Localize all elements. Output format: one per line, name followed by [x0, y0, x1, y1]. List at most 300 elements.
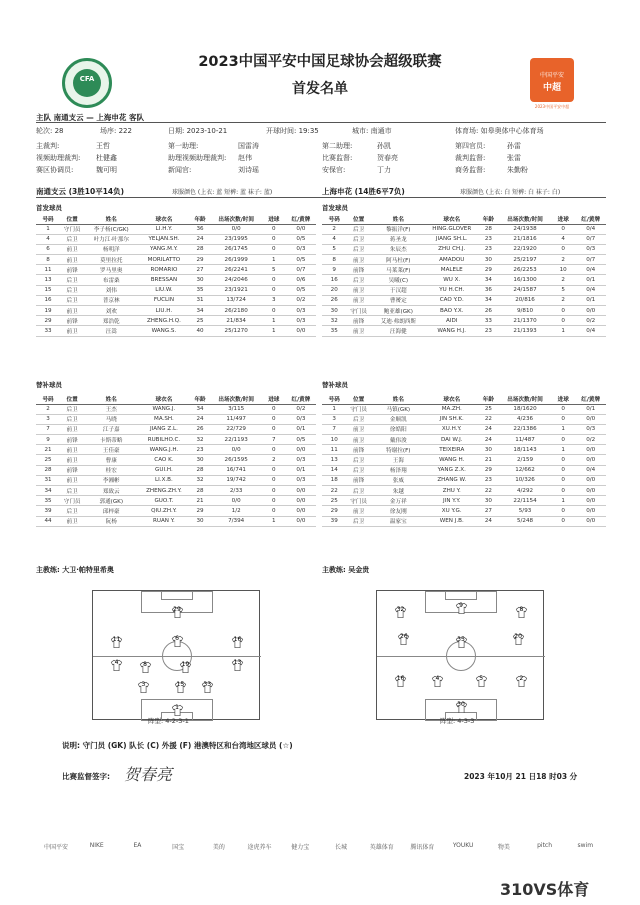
table-cell: 34: [478, 275, 499, 285]
column-header: 球衣名: [138, 394, 189, 404]
column-header: 球衣名: [426, 214, 478, 224]
table-header-row: [36, 394, 316, 404]
table-cell: 34: [190, 306, 211, 316]
table-cell: 22/1154: [499, 496, 551, 506]
table-cell: 杨明洋: [84, 244, 138, 254]
table-cell: 0/4: [575, 265, 606, 275]
player-number: 2: [519, 674, 524, 682]
table-cell: 2: [551, 295, 575, 305]
table-cell: 布雷桑: [84, 275, 138, 285]
column-header: 位置: [60, 394, 84, 404]
table-cell: JIANG SH.L.: [426, 234, 478, 244]
table-cell: 0/0: [575, 506, 606, 516]
table-cell: AIDI: [426, 316, 478, 326]
table-cell: 前锋: [346, 475, 370, 485]
player-number: 13: [233, 659, 242, 667]
table-cell: 44: [36, 516, 60, 526]
table-cell: 0/3: [286, 316, 316, 326]
player-number: 6: [175, 634, 179, 642]
stadium: 体育场: 如皋奥体中心体育场: [455, 127, 544, 135]
official-label: 裁判监督:: [455, 154, 486, 162]
table-cell: FUCLIN: [138, 295, 189, 305]
table-cell: 于汉超: [371, 285, 426, 295]
table-cell: 4/236: [499, 414, 551, 424]
table-cell: 郑致云: [84, 486, 138, 496]
table-cell: HING.GLOVER: [426, 224, 478, 234]
player-number: 1: [175, 703, 179, 711]
table-cell: DAI W.J.: [426, 435, 478, 445]
table-cell: 11/487: [499, 435, 551, 445]
table-cell: 23: [478, 475, 499, 485]
table-cell: 马莱莱(F): [371, 265, 426, 275]
table-cell: 0/0: [575, 455, 606, 465]
player-number: 35: [457, 635, 465, 643]
table-cell: 0: [551, 414, 575, 424]
column-header: 红/黄牌: [575, 214, 606, 224]
official-label: 助理视频助理裁判:: [168, 154, 227, 162]
table-cell: 前卫: [346, 295, 370, 305]
table-cell: 0: [262, 424, 286, 434]
table-cell: 0: [551, 244, 575, 254]
table-cell: 0/3: [575, 244, 606, 254]
table-cell: 后卫: [60, 285, 84, 295]
table-cell: 29: [36, 316, 60, 326]
table-cell: 桂宏: [84, 465, 138, 475]
away-subs-label: 替补球员: [322, 381, 348, 389]
table-cell: 王佳豪: [84, 445, 138, 455]
table-cell: 守门员: [346, 306, 370, 316]
table-cell: 28: [190, 486, 211, 496]
table-header-row: [322, 214, 606, 224]
table-cell: 22: [478, 486, 499, 496]
away-formation: 阵型: 4-3-3: [440, 717, 475, 725]
table-row: [36, 404, 316, 414]
cfa-logo: CFA: [62, 58, 112, 108]
signature-datetime: 2023 年10月 21 日18 时03 分: [464, 772, 578, 781]
table-cell: 7: [262, 435, 286, 445]
table-cell: 29: [478, 465, 499, 475]
table-cell: 16/1300: [499, 275, 551, 285]
away-kit: 球服颜色 (上衣: 白 短裤: 白 袜子: 白): [460, 189, 561, 196]
table-cell: 前卫: [60, 475, 84, 485]
column-header: 年龄: [190, 214, 211, 224]
table-cell: 36: [478, 285, 499, 295]
table-cell: 0: [551, 455, 575, 465]
player-jersey-icon: [397, 631, 410, 644]
table-cell: 29: [478, 265, 499, 275]
table-cell: 0: [551, 506, 575, 516]
table-cell: 18/1620: [499, 404, 551, 414]
table-cell: 0: [551, 435, 575, 445]
table-cell: LIU.H.: [138, 306, 189, 316]
player-number: 8: [143, 660, 147, 668]
column-header: 姓名: [371, 214, 426, 224]
official-value: 孙凯: [377, 142, 391, 150]
column-header: 红/黄牌: [575, 394, 606, 404]
table-cell: BRESSAN: [138, 275, 189, 285]
table-cell: MORILATTO: [138, 255, 189, 265]
table-cell: 前锋: [60, 265, 84, 275]
table-cell: 后卫: [346, 234, 370, 244]
table-cell: 江子嘉: [84, 424, 138, 434]
table-cell: 前锋: [60, 435, 84, 445]
table-cell: 金顺凯: [371, 414, 426, 424]
table-cell: 汪海健: [371, 326, 426, 336]
table-cell: 0: [551, 306, 575, 316]
table-cell: 0/0: [575, 414, 606, 424]
table-cell: 21/834: [211, 316, 262, 326]
table-cell: 39: [322, 516, 346, 526]
table-cell: 0: [262, 404, 286, 414]
table-cell: 4: [36, 234, 60, 244]
sponsor-logo: pitch: [537, 842, 553, 849]
table-cell: 29: [190, 255, 211, 265]
signature-label: 比赛监督签字:: [62, 772, 110, 781]
table-cell: 1: [262, 326, 286, 336]
column-header: 位置: [346, 214, 370, 224]
table-row: [322, 326, 606, 336]
table-cell: 前卫: [60, 244, 84, 254]
table-cell: 22: [478, 414, 499, 424]
table-cell: 前卫: [346, 285, 370, 295]
table-cell: 35: [190, 285, 211, 295]
table-row: [36, 244, 316, 254]
table-cell: 后卫: [346, 465, 370, 475]
table-cell: 0/7: [575, 234, 606, 244]
table-cell: 35: [36, 496, 60, 506]
table-cell: 26/2180: [211, 306, 262, 316]
table-cell: 朱越: [371, 486, 426, 496]
column-header: 位置: [60, 214, 84, 224]
table-cell: 罗马里奥: [84, 265, 138, 275]
table-cell: 34: [36, 486, 60, 496]
player-jersey-icon: [515, 673, 528, 686]
table-cell: 26/2241: [211, 265, 262, 275]
table-cell: 前卫: [60, 455, 84, 465]
column-header: 号码: [322, 214, 346, 224]
table-cell: 26: [322, 295, 346, 305]
player-jersey-icon: [475, 673, 488, 686]
away-starters-table: [322, 214, 606, 337]
table-cell: 后卫: [346, 414, 370, 424]
table-row: [322, 244, 606, 254]
sponsor-logo: EA: [133, 842, 142, 849]
table-cell: 23/1995: [211, 234, 262, 244]
table-cell: 26/1745: [211, 244, 262, 254]
table-cell: 0/0: [575, 516, 606, 526]
official-value: 朱勤粉: [507, 166, 528, 174]
table-row: [36, 465, 316, 475]
table-cell: 0: [262, 486, 286, 496]
table-cell: 21: [36, 445, 60, 455]
table-cell: 0/7: [286, 265, 316, 275]
table-cell: 22/729: [211, 424, 262, 434]
table-cell: 7: [322, 424, 346, 434]
table-row: [36, 326, 316, 336]
player-jersey-icon: [171, 702, 184, 715]
table-cell: 23: [478, 234, 499, 244]
home-formation-pitch: [92, 590, 260, 720]
column-header: 球衣名: [138, 214, 189, 224]
table-cell: 5: [551, 285, 575, 295]
table-cell: 曹赟定: [371, 295, 426, 305]
table-cell: 0: [551, 486, 575, 496]
table-cell: 后卫: [346, 455, 370, 465]
table-cell: 朱辰杰: [371, 244, 426, 254]
table-cell: XU.H.Y.: [426, 424, 478, 434]
table-cell: 29: [190, 506, 211, 516]
table-cell: XU Y.G.: [426, 506, 478, 516]
table-cell: 0/3: [286, 455, 316, 465]
player-jersey-icon: [455, 600, 468, 613]
player-jersey-icon: [231, 634, 244, 647]
table-cell: 后卫: [60, 295, 84, 305]
player-jersey-icon: [171, 604, 184, 617]
table-cell: 1: [262, 255, 286, 265]
table-cell: 23: [190, 445, 211, 455]
official-label: 主裁判:: [36, 142, 60, 150]
column-header: 进球: [262, 214, 286, 224]
table-row: [322, 224, 606, 234]
official-label: 视频助理裁判:: [36, 154, 81, 162]
column-header: 进球: [262, 394, 286, 404]
table-cell: 后卫: [60, 486, 84, 496]
table-cell: 前卫: [60, 306, 84, 316]
table-cell: 26/2253: [499, 265, 551, 275]
table-row: [36, 496, 316, 506]
table-cell: GUI.H.: [138, 465, 189, 475]
table-cell: 0/0: [575, 306, 606, 316]
table-cell: 郑浩乾: [84, 316, 138, 326]
table-cell: 13: [36, 275, 60, 285]
player-number: 33: [203, 681, 212, 689]
table-cell: 18: [322, 475, 346, 485]
player-jersey-icon: [431, 673, 444, 686]
table-cell: 马晓: [84, 414, 138, 424]
table-cell: BAO Y.X.: [426, 306, 478, 316]
table-row: [322, 306, 606, 316]
table-cell: 40: [190, 326, 211, 336]
table-cell: 刘伟: [84, 285, 138, 295]
table-cell: 阮杨: [84, 516, 138, 526]
sponsor-logo: 中国平安: [43, 844, 68, 851]
table-cell: 9: [322, 265, 346, 275]
player-number: 16: [233, 635, 242, 643]
table-cell: 0: [262, 506, 286, 516]
table-cell: WANG.J.H.: [138, 445, 189, 455]
table-cell: 30: [190, 275, 211, 285]
table-cell: 0/0: [286, 516, 316, 526]
table-cell: ROMARIO: [138, 265, 189, 275]
table-row: [36, 475, 316, 485]
table-row: [36, 455, 316, 465]
player-jersey-icon: [394, 604, 407, 617]
table-cell: 前卫: [60, 424, 84, 434]
player-jersey-icon: [515, 604, 528, 617]
table-cell: 2: [322, 224, 346, 234]
table-cell: 24: [478, 516, 499, 526]
player-number: 32: [396, 606, 405, 613]
table-cell: 1: [262, 516, 286, 526]
table-cell: 8: [322, 255, 346, 265]
table-cell: 前卫: [346, 424, 370, 434]
table-cell: 26/1595: [211, 455, 262, 465]
table-cell: 34: [478, 295, 499, 305]
table-cell: 前卫: [60, 516, 84, 526]
official-label: 第四官员:: [455, 142, 486, 150]
table-cell: LI.X.B.: [138, 475, 189, 485]
table-cell: 鲍亚雄(GK): [371, 306, 426, 316]
column-header: 球衣名: [426, 394, 478, 404]
document-subtitle: 首发名单: [292, 81, 348, 97]
column-header: 姓名: [84, 214, 138, 224]
table-row: [36, 285, 316, 295]
column-header: 年龄: [190, 394, 211, 404]
table-cell: 李子杨(C/GK): [84, 224, 138, 234]
table-cell: 0/1: [575, 295, 606, 305]
table-cell: 0/2: [286, 404, 316, 414]
table-cell: MALELE: [426, 265, 478, 275]
table-header-row: [36, 214, 316, 224]
table-cell: 28: [190, 244, 211, 254]
table-cell: 0: [262, 285, 286, 295]
home-formation: 阵型: 4-2-3-1: [148, 717, 189, 725]
table-cell: ZHENG.H.Q.: [138, 316, 189, 326]
sponsor-logo: YOUKU: [452, 842, 474, 849]
table-row: [322, 285, 606, 295]
table-cell: 0/1: [575, 404, 606, 414]
table-cell: 后卫: [346, 275, 370, 285]
column-header: 出场次数/时间: [211, 214, 262, 224]
official-label: 比赛监督:: [322, 154, 353, 162]
table-cell: 0/5: [286, 255, 316, 265]
table-row: [322, 475, 606, 485]
player-number: 29: [173, 606, 181, 613]
sponsor-logo: 腾讯体育: [410, 844, 435, 851]
table-cell: 0/4: [575, 326, 606, 336]
table-row: [36, 435, 316, 445]
official-label: 第二助理:: [322, 142, 353, 150]
column-header: 红/黄牌: [286, 214, 316, 224]
table-row: [322, 295, 606, 305]
table-cell: 前锋: [346, 316, 370, 326]
goal-area-top: [161, 591, 193, 600]
table-cell: 0: [551, 516, 575, 526]
table-cell: 前卫: [346, 506, 370, 516]
table-cell: 11: [36, 265, 60, 275]
away-team-name: 上海申花 (14胜6平7负): [322, 187, 405, 196]
official-label: 安保官:: [322, 166, 346, 174]
table-cell: 2/159: [499, 455, 551, 465]
table-cell: 后卫: [60, 506, 84, 516]
document-title: 2023中国平安中国足球协会超级联赛: [198, 54, 442, 70]
table-cell: 22/1193: [211, 435, 262, 445]
table-cell: 前卫: [346, 326, 370, 336]
table-cell: 叶力江·叶那尔: [84, 234, 138, 244]
watermark-brand: 310VS体育: [500, 880, 590, 899]
sponsor-logo: NIKE: [89, 842, 104, 849]
table-cell: 金万祥: [371, 496, 426, 506]
official-value: 刘诗瑶: [238, 166, 259, 174]
table-cell: 22/1386: [499, 424, 551, 434]
table-row: [322, 455, 606, 465]
table-cell: 前卫: [346, 255, 370, 265]
table-cell: 徐皓阳: [371, 424, 426, 434]
table-cell: 16/741: [211, 465, 262, 475]
table-cell: 王杰: [84, 404, 138, 414]
table-cell: 23/1921: [211, 285, 262, 295]
table-cell: 9/810: [499, 306, 551, 316]
table-cell: 0/5: [286, 234, 316, 244]
column-header: 进球: [551, 394, 575, 404]
table-cell: GUO.T.: [138, 496, 189, 506]
table-cell: 0/3: [575, 424, 606, 434]
table-cell: 前卫: [346, 435, 370, 445]
player-jersey-icon: [455, 699, 468, 712]
table-cell: 1: [551, 424, 575, 434]
sponsor-logo: 美的: [212, 844, 225, 851]
table-row: [322, 435, 606, 445]
table-cell: 0: [262, 275, 286, 285]
table-cell: 21/1370: [499, 316, 551, 326]
table-cell: 守门员: [60, 224, 84, 234]
table-cell: WANG.J.: [138, 404, 189, 414]
table-cell: 27: [190, 265, 211, 275]
table-cell: LIU.W.: [138, 285, 189, 295]
table-cell: 10: [551, 265, 575, 275]
table-cell: 阿马杜(F): [371, 255, 426, 265]
table-cell: 后卫: [60, 234, 84, 244]
table-cell: 24/1587: [499, 285, 551, 295]
table-row: [36, 255, 316, 265]
player-number: 30: [457, 700, 465, 708]
player-jersey-icon: [231, 657, 244, 670]
table-cell: YU H.CH.: [426, 285, 478, 295]
table-cell: 戴伟浚: [371, 435, 426, 445]
table-cell: 0/1: [575, 275, 606, 285]
table-cell: 普京林: [84, 295, 138, 305]
table-cell: 33: [478, 316, 499, 326]
away-coach: 主教练: 吴金贵: [322, 566, 370, 574]
round: 轮次: 28: [36, 127, 64, 135]
table-cell: 刘欢: [84, 306, 138, 316]
table-cell: 守门员: [346, 404, 370, 414]
player-jersey-icon: [137, 679, 150, 692]
player-number: 11: [112, 635, 121, 643]
column-header: 出场次数/时间: [211, 394, 262, 404]
table-cell: 6: [36, 244, 60, 254]
table-row: [322, 265, 606, 275]
player-jersey-icon: [110, 657, 123, 670]
table-cell: 3: [262, 295, 286, 305]
table-cell: 5: [322, 244, 346, 254]
sponsor-logo: 英雄体育: [369, 844, 394, 851]
home-starters-label: 首发球员: [36, 204, 62, 212]
table-cell: 27: [478, 506, 499, 516]
table-cell: 0/0: [575, 486, 606, 496]
table-row: [322, 414, 606, 424]
table-cell: 23: [478, 244, 499, 254]
table-cell: 18/1143: [499, 445, 551, 455]
table-cell: JIN SH.K.: [426, 414, 478, 424]
table-cell: 32: [190, 475, 211, 485]
player-jersey-icon: [139, 659, 152, 672]
table-cell: 4: [322, 234, 346, 244]
table-cell: 36: [190, 224, 211, 234]
table-row: [36, 506, 316, 516]
player-number: 9: [459, 602, 463, 610]
table-cell: 0: [262, 465, 286, 475]
